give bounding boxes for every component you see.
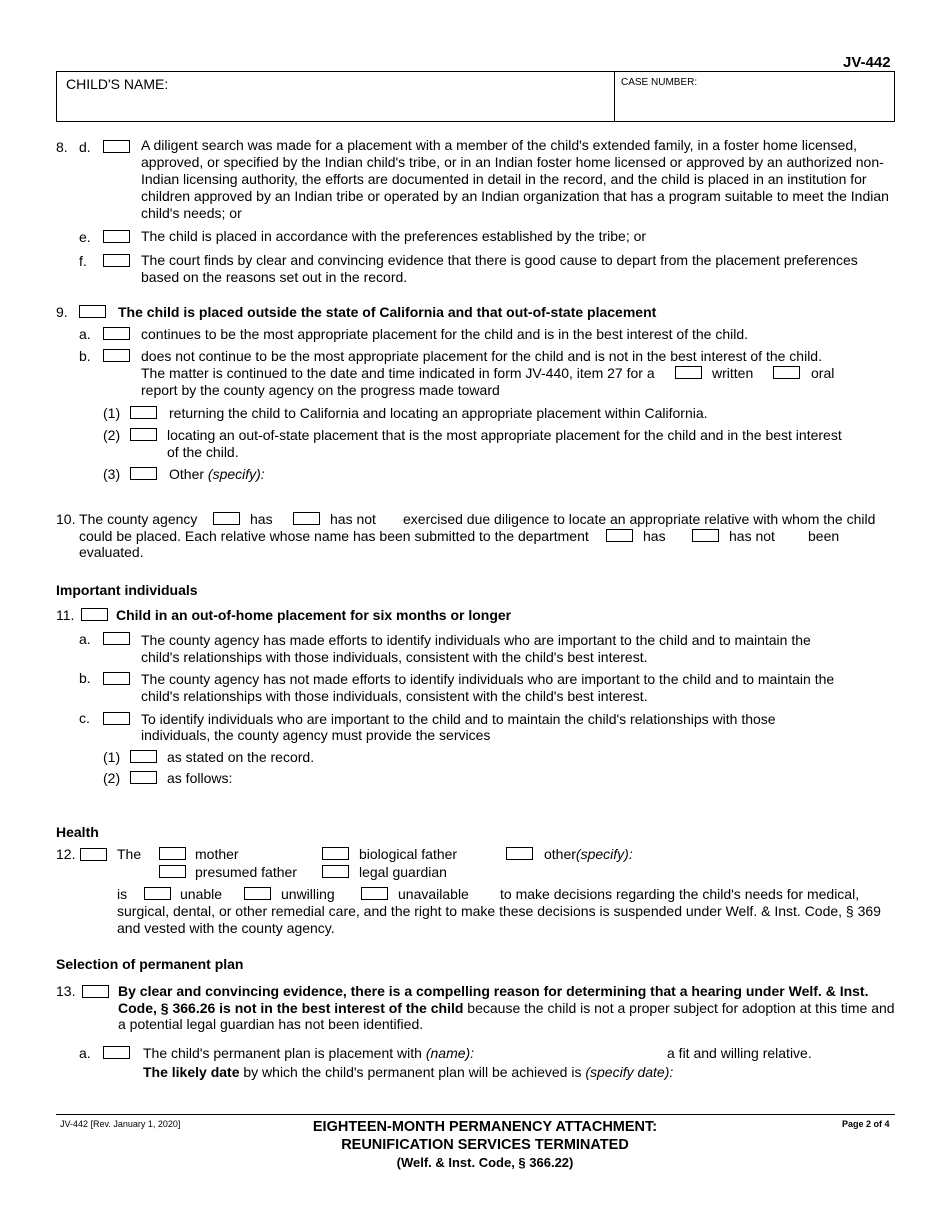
- item13a-tail: a fit and willing relative.: [667, 1045, 812, 1061]
- item8d-letter: d.: [79, 139, 91, 155]
- item10-lead: 10. The county agency: [56, 511, 198, 527]
- item9-sub2-line2: of the child.: [167, 444, 239, 460]
- unable-label: unable: [180, 886, 223, 902]
- item8d-checkbox[interactable]: [103, 140, 130, 153]
- other-checkbox[interactable]: [506, 847, 533, 860]
- other-text: other: [544, 846, 576, 862]
- oral-label: oral: [811, 365, 835, 381]
- item8e-letter: e.: [79, 229, 91, 245]
- selection-heading: Selection of permanent plan: [56, 956, 244, 972]
- item12-number: 12.: [56, 846, 76, 862]
- item9-title: The child is placed outside the state of California and that out-of-state placement: [118, 304, 657, 320]
- footer-title: [250, 1118, 720, 1172]
- likely-date-line: [143, 1064, 673, 1081]
- item9b-line2: The matter is continued to the date and time indicated in form JV-440, item 27 for a: [141, 365, 655, 381]
- item9-sub3-number: (3): [103, 466, 121, 482]
- item9-number: 9.: [56, 304, 68, 320]
- item11b-line2: child's relationships with those individuals, consistent with the child's best interest.: [141, 688, 648, 704]
- bio-father-label: biological father: [359, 846, 458, 862]
- likely-date-specify: (specify date):: [585, 1064, 674, 1080]
- written-checkbox[interactable]: [675, 366, 702, 379]
- item13a-label: [143, 1045, 474, 1062]
- likely-date-rest: by which the child's permanent plan will be achieved is: [239, 1064, 586, 1080]
- oral-checkbox[interactable]: [773, 366, 800, 379]
- item9a-checkbox[interactable]: [103, 327, 130, 340]
- footer-page: Page 2 of 4: [842, 1119, 890, 1129]
- item13a-text: The child's permanent plan is placement with: [143, 1045, 422, 1061]
- item11-sub1-text: as stated on the record.: [167, 749, 315, 765]
- other-label: [544, 846, 633, 863]
- item9-sub1-text: returning the child to California and locating an appropriate placement within California.: [169, 405, 708, 421]
- item11-sub2-text: as follows:: [167, 770, 233, 786]
- item13-normal2: because the child is not a proper subject for adoption at this time and: [463, 1000, 895, 1016]
- footer-title1: EIGHTEEN-MONTH PERMANENCY ATTACHMENT:: [312, 1119, 658, 1135]
- item11a-line2: child's relationships with those individuals, consistent with the child's best interest.: [141, 649, 648, 665]
- likely-date-bold: The likely date: [143, 1064, 240, 1080]
- item11-title: Child in an out-of-home placement for six months or longer: [116, 607, 512, 623]
- item13-bold2: Code, § 366.26 is not in the best interest of the child: [118, 1000, 464, 1016]
- item10-has-not2-checkbox[interactable]: [692, 529, 719, 542]
- item9-sub2-checkbox[interactable]: [130, 428, 157, 441]
- item9b-line1: does not continue to be the most appropriate placement for the child and is not in the best interest of the child.: [141, 348, 822, 364]
- footer-title3: (Welf. & Inst. Code, § 366.22): [396, 1155, 574, 1170]
- legal-guardian-checkbox[interactable]: [322, 865, 349, 878]
- footer-rev: JV-442 [Rev. January 1, 2020]: [60, 1119, 181, 1129]
- item12-text1: to make decisions regarding the child's needs for medical,: [500, 886, 860, 902]
- item12-text3: and vested with the county agency.: [117, 920, 335, 936]
- item9b-checkbox[interactable]: [103, 349, 130, 362]
- presumed-father-label: presumed father: [195, 864, 297, 880]
- item9-sub3-checkbox[interactable]: [130, 467, 157, 480]
- item13-bold1: By clear and convincing evidence, there is a compelling reason for determining that a hearing under Welf. & Inst.: [118, 983, 869, 999]
- item9a-text: continues to be the most appropriate placement for the child and is in the best interest of the child.: [141, 326, 749, 342]
- item11a-letter: a.: [79, 631, 91, 647]
- important-heading: Important individuals: [56, 582, 198, 598]
- item12-text2: surgical, dental, or other remedial care, and the right to make these decisions is suspended under Welf. & Inst. Code, § 369: [117, 903, 881, 919]
- item10-mid: exercised due diligence to locate an appropriate relative with whom the child: [403, 511, 876, 527]
- unable-checkbox[interactable]: [144, 887, 171, 900]
- item13-line3: a potential legal guardian has not been identified.: [118, 1016, 424, 1032]
- mother-checkbox[interactable]: [159, 847, 186, 860]
- item12-the: The: [117, 846, 142, 862]
- item11-checkbox[interactable]: [81, 608, 108, 621]
- header-divider: [614, 71, 615, 122]
- footer-rule: [56, 1114, 895, 1115]
- unavailable-checkbox[interactable]: [361, 887, 388, 900]
- item9-sub2-number: (2): [103, 427, 121, 443]
- item11b-letter: b.: [79, 670, 91, 686]
- item8e-checkbox[interactable]: [103, 230, 130, 243]
- item11c-letter: c.: [79, 710, 90, 726]
- mother-label: mother: [195, 846, 239, 862]
- item8-number: 8.: [56, 139, 68, 155]
- presumed-father-checkbox[interactable]: [159, 865, 186, 878]
- item13-number: 13.: [56, 983, 76, 999]
- health-heading: Health: [56, 824, 99, 840]
- item11b-line1: The county agency has not made efforts to identify individuals who are important to the child and to maintain the: [141, 671, 835, 687]
- item12-is: is: [117, 886, 128, 902]
- bio-father-checkbox[interactable]: [322, 847, 349, 860]
- item9a-letter: a.: [79, 326, 91, 342]
- item9-checkbox[interactable]: [79, 305, 106, 318]
- item9-sub3-text: Other: [169, 466, 205, 482]
- item10-has-not-label: has not: [330, 511, 376, 527]
- item10-been: been: [808, 528, 840, 544]
- item8f-text: The court finds by clear and convincing evidence that there is good cause to depart from the placement preferences based on the reasons set out in the record.: [141, 252, 858, 285]
- item11b-checkbox[interactable]: [103, 672, 130, 685]
- item10-has-not2-label: has not: [729, 528, 775, 544]
- item13a-letter: a.: [79, 1045, 91, 1061]
- item9b-letter: b.: [79, 348, 91, 364]
- item13-line2: [118, 1000, 895, 1017]
- written-label: written: [712, 365, 754, 381]
- item9-sub1-checkbox[interactable]: [130, 406, 157, 419]
- item8f-checkbox[interactable]: [103, 254, 130, 267]
- header-box: [56, 71, 895, 122]
- form-id: JV-442: [843, 54, 891, 71]
- item9b-line3: report by the county agency on the progress made toward: [141, 382, 500, 398]
- unwilling-checkbox[interactable]: [244, 887, 271, 900]
- item10-has-checkbox[interactable]: [213, 512, 240, 525]
- item13a-checkbox[interactable]: [103, 1046, 130, 1059]
- item11c-checkbox[interactable]: [103, 712, 130, 725]
- unwilling-label: unwilling: [281, 886, 335, 902]
- unavailable-label: unavailable: [398, 886, 469, 902]
- item9-sub2-line1: locating an out-of-state placement that is the most appropriate placement for the child and in the best interest: [167, 427, 842, 443]
- item12-checkbox[interactable]: [80, 848, 107, 861]
- item8d-text: A diligent search was made for a placement with a member of the child's extended family, in a foster home licensed, approved, or specified by the Indian child's tribe, or in an Indian foster home licensed or approved by an authorized non-Indian licensing authority, the efforts are documented in detail in the record, and the child is placed in an institution for children approved by an Indian tribe or operated by an Indian organization that has a program suitable to meet the Indian child's needs; or: [141, 137, 889, 221]
- item11-sub1-number: (1): [103, 749, 121, 765]
- item8f-letter: f.: [79, 253, 87, 269]
- item11a-checkbox[interactable]: [103, 632, 130, 645]
- item11-sub2-number: (2): [103, 770, 121, 786]
- child-name-label: CHILD'S NAME:: [66, 76, 169, 92]
- legal-guardian-label: legal guardian: [359, 864, 447, 880]
- item11-sub1-checkbox[interactable]: [130, 750, 157, 763]
- item13-checkbox[interactable]: [82, 985, 109, 998]
- item10-line2: could be placed. Each relative whose name has been submitted to the department: [79, 528, 589, 544]
- item11a-line1: The county agency has made efforts to identify individuals who are important to the child and to maintain the: [141, 632, 811, 648]
- footer-title2: REUNIFICATION SERVICES TERMINATED: [341, 1137, 629, 1153]
- item10-has2-label: has: [643, 528, 666, 544]
- item9-sub3-label: [169, 466, 265, 483]
- item10-has2-checkbox[interactable]: [606, 529, 633, 542]
- item10-has-label: has: [250, 511, 273, 527]
- item11-sub2-checkbox[interactable]: [130, 771, 157, 784]
- other-specify: (specify):: [575, 846, 633, 862]
- item11c-line2: individuals, the county agency must provide the services: [141, 727, 491, 743]
- item10-has-not-checkbox[interactable]: [293, 512, 320, 525]
- item10-line3: evaluated.: [79, 544, 144, 560]
- case-number-label: CASE NUMBER:: [621, 77, 698, 88]
- item9-sub3-specify: (specify):: [207, 466, 265, 482]
- item11c-line1: To identify individuals who are important to the child and to maintain the child's relationships with those: [141, 711, 776, 727]
- item9-sub1-number: (1): [103, 405, 121, 421]
- item8e-text: The child is placed in accordance with the preferences established by the tribe; or: [141, 228, 647, 244]
- item13a-name: (name):: [425, 1045, 475, 1061]
- item11-number: 11.: [56, 607, 75, 623]
